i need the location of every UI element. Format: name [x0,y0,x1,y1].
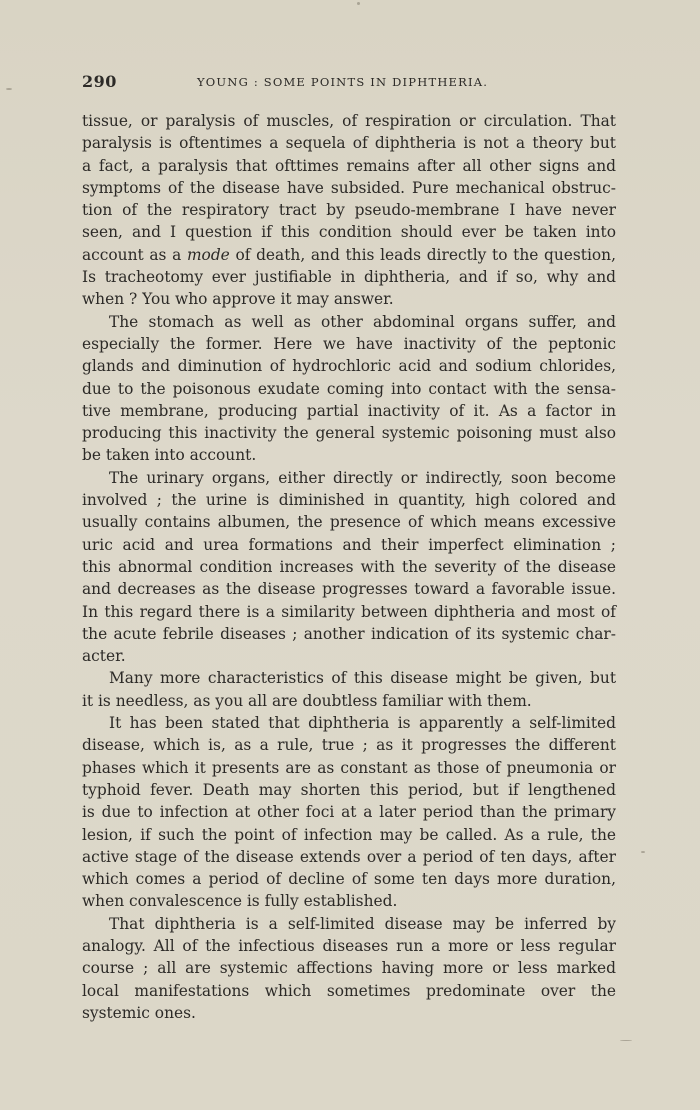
running-head: YOUNG : SOME POINTS IN DIPHTHERIA. [197,75,489,89]
text-line: uric acid and urea formations and their imperfect elimination ; [82,535,616,554]
text-line: producing this inactivity the general systemic poisoning must also [82,424,616,443]
page-number: 290 [82,72,117,91]
text-line: tion of the respiratory tract by pseudo-membrane I have never [82,201,616,220]
text-line: active stage of the disease extends over a period of ten days, after [82,847,616,866]
text-line: Many more characteristics of this disease might be given, but [109,669,616,688]
text-line: disease, which is, as a rule, true ; as it progresses the different [82,736,616,755]
text-line: especially the former. Here we have inactivity of the peptonic [82,334,616,353]
text-line: lesion, if such the point of infection may be called. As a rule, the [82,825,616,844]
text-line: Is tracheotomy ever justifiable in diphtheria, and if so, why and [82,268,616,287]
text-line: systemic ones. [82,1003,196,1022]
text-line: paralysis is oftentimes a sequela of diphtheria is not a theory but [82,134,616,153]
text-line: acter. [82,647,126,666]
text-line: tive membrane, producing partial inactivity of it. As a factor in [82,401,616,420]
text-line: the acute febrile diseases ; another indication of its systemic char- [82,624,616,643]
text-line: course ; all are systemic affections having more or less marked [82,959,616,978]
text-line: involved ; the urine is diminished in quantity, high colored and [82,491,616,510]
text-line: The stomach as well as other abdominal organs suffer, and [109,312,616,331]
page-speck [6,88,12,90]
text-line: is due to infection at other foci at a later period than the primary [82,803,616,822]
text-line: a fact, a paralysis that ofttimes remains after all other signs and [82,156,616,175]
text-line: In this regard there is a similarity between diphtheria and most of [82,602,616,621]
text-line: phases which it presents are as constant as those of pneumonia or [82,758,616,777]
body-text [82,110,616,1024]
italic-word: mode [186,245,230,264]
page-header [82,72,622,94]
text-line: be taken into account. [82,446,257,465]
page-speck [620,1040,632,1041]
text-line: That diphtheria is a self-limited disease may be inferred by [109,914,616,933]
text-line: symptoms of the disease have subsided. Pure mechanical obstruc- [82,178,616,197]
text-line: usually contains albumen, the presence of which means excessive [82,513,616,532]
text-line: local manifestations which sometimes predominate over the [82,981,616,1000]
text-line: tissue, or paralysis of muscles, of respiration or circulation. That [82,112,616,130]
text-line: account as a mode of death, and this leads directly to the question, [82,245,616,264]
text-line: The urinary organs, either directly or indirectly, soon become [109,468,616,487]
text-line: when ? You who approve it may answer. [82,290,394,309]
text-line: It has been stated that diphtheria is apparently a self-limited [109,714,616,733]
text-line: it is needless, as you all are doubtless familiar with them. [82,691,532,710]
text-line: this abnormal condition increases with the severity of the disease [82,557,616,576]
text-line: which comes a period of decline of some ten days more duration, [82,870,616,889]
text-line: and decreases as the disease progresses toward a favorable issue. [82,580,616,599]
text-line: when convalescence is fully established. [82,892,398,911]
text-line: glands and diminution of hydrochloric acid and sodium chlorides, [82,357,616,376]
text-line: due to the poisonous exudate coming into contact with the sensa- [82,379,616,398]
text-line: typhoid fever. Death may shorten this period, but if lengthened [82,780,616,799]
text-line: analogy. All of the infectious diseases run a more or less regular [82,936,616,955]
text-line: seen, and I question if this condition should ever be taken into [82,223,616,242]
page-speck [641,851,645,853]
page-speck [357,2,360,5]
